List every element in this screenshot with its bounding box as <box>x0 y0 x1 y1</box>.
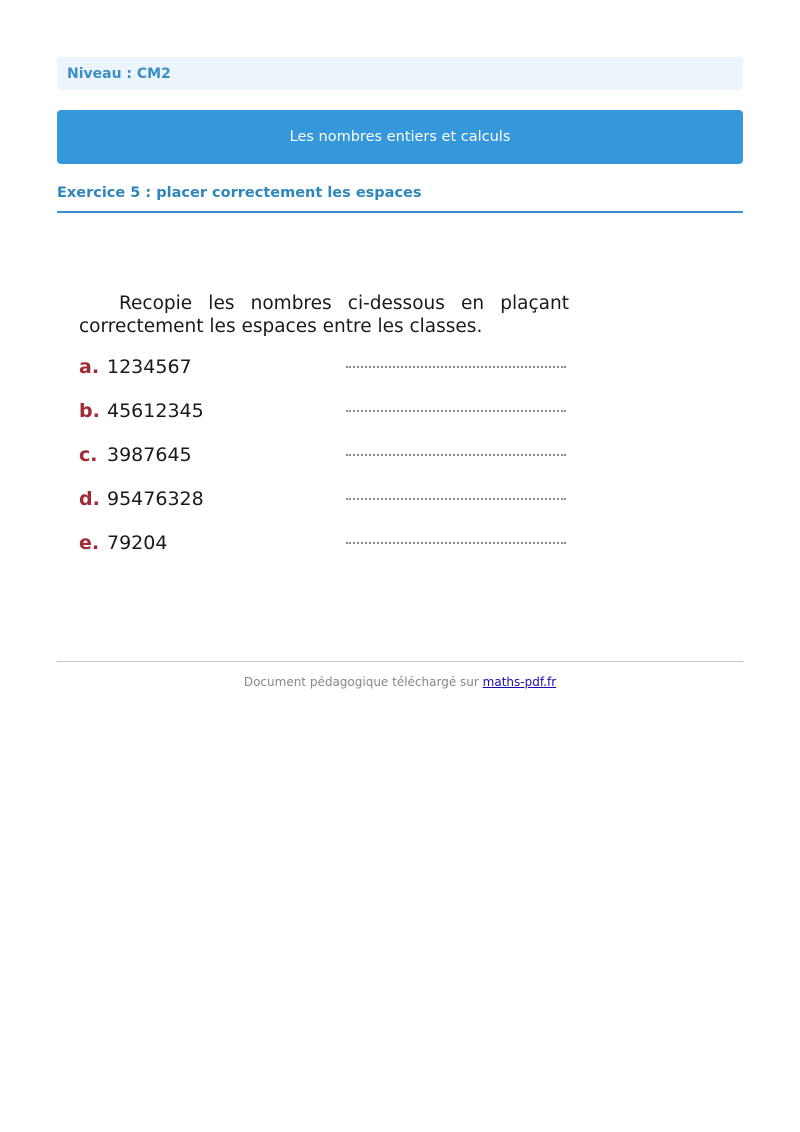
answer-dotted-line <box>346 410 566 412</box>
exercise-items <box>79 356 569 576</box>
answer-dotted-line <box>346 498 566 500</box>
item-number: 45612345 <box>107 400 204 422</box>
item-number: 3987645 <box>107 444 192 466</box>
item-letter: d. <box>79 488 100 510</box>
level-label: Niveau : CM2 <box>57 57 743 90</box>
exercise-item-b <box>79 400 569 444</box>
exercise-item-e <box>79 532 569 576</box>
answer-dotted-line <box>346 454 566 456</box>
page-title: Les nombres entiers et calculs <box>289 129 511 145</box>
item-letter: b. <box>79 400 100 422</box>
item-number: 1234567 <box>107 356 192 378</box>
item-number: 95476328 <box>107 488 204 510</box>
exercise-item-a <box>79 356 569 400</box>
exercise-content <box>79 292 569 576</box>
footer-link[interactable]: maths-pdf.fr <box>482 675 557 689</box>
item-letter: c. <box>79 444 98 466</box>
item-letter: a. <box>79 356 100 378</box>
answer-dotted-line <box>346 366 566 368</box>
exercise-instruction <box>79 292 569 338</box>
footer <box>57 675 743 689</box>
page-title-banner <box>57 110 743 164</box>
answer-dotted-line <box>346 542 566 544</box>
footer-text: Document pédagogique téléchargé sur <box>243 675 479 689</box>
item-number: 79204 <box>107 532 168 554</box>
exercise-item-c <box>79 444 569 488</box>
exercise-title: Exercice 5 : placer correctement les espaces <box>57 185 743 213</box>
item-letter: e. <box>79 532 100 554</box>
footer-divider <box>57 661 743 662</box>
exercise-item-d <box>79 488 569 532</box>
instruction-text: Recopie les nombres ci-dessous en plaçant correctement les espaces entre les classes. <box>79 293 569 337</box>
